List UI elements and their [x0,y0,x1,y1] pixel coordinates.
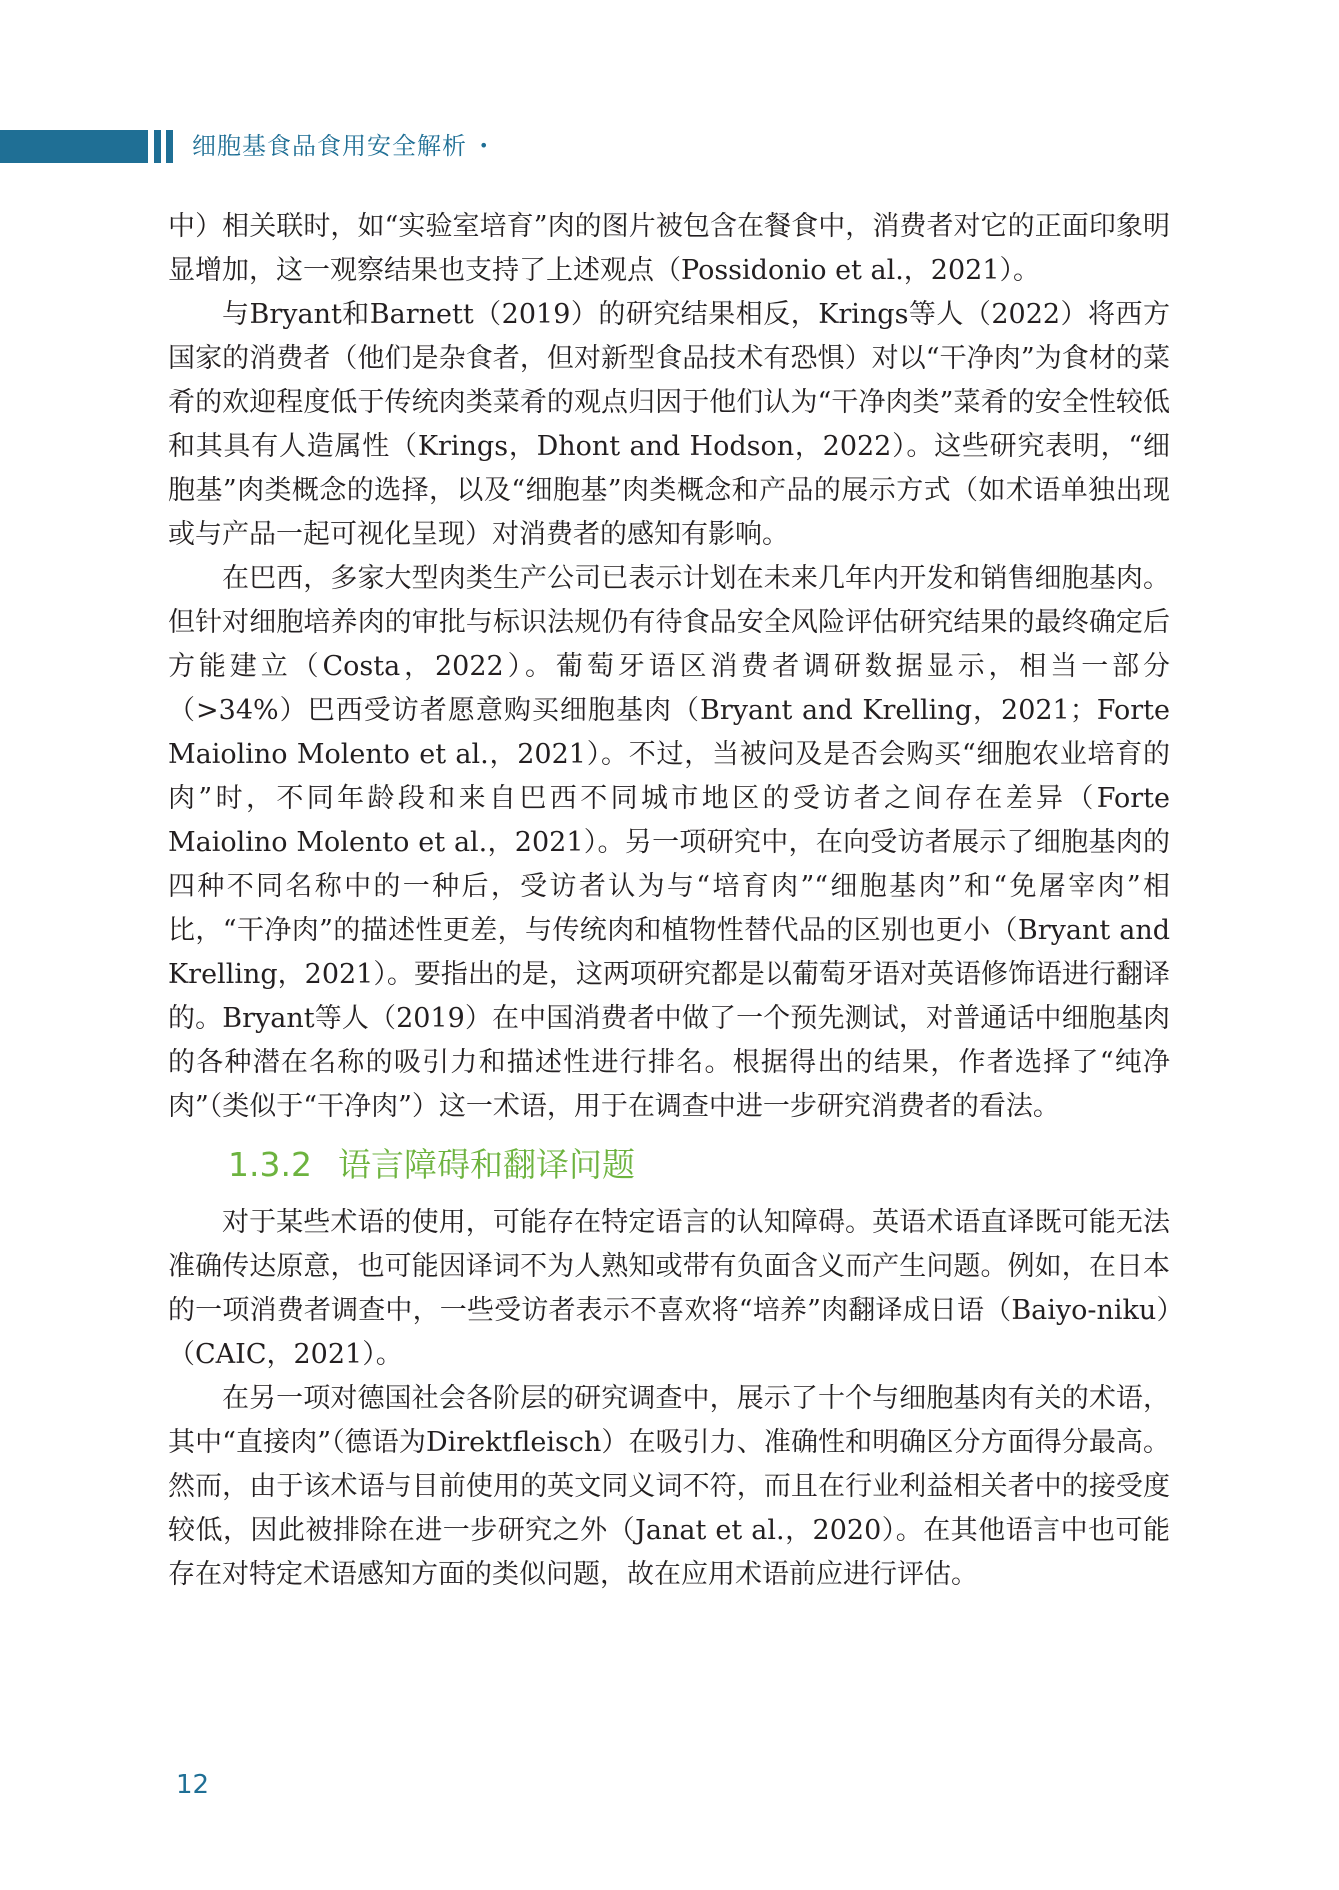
body-paragraph: 在巴西，多家大型肉类生产公司已表示计划在未来几年内开发和销售细胞基肉。但针对细胞培养肉的审批与标识法规仍有待食品安全风险评估研究结果的最终确定后方能建立（Costa，2022）。葡萄牙语区消费者调研数据显示，相当一部分（>34%）巴西受访者愿意购买细胞基肉（Bryant and Krelling，2021；Forte Maiolino Molento et al.，2021）。不过，当被问及是否会购买“细胞农业培育的肉”时，不同年龄段和来自巴西不同城市地区的受访者之间存在差异（Forte Maiolino Molento et al.，2021）。另一项研究中，在向受访者展示了细胞基肉的四种不同名称中的一种后，受访者认为与“培育肉”“细胞基肉”和“免屠宰肉”相比，“干净肉”的描述性更差，与传统肉和植物性替代品的区别也更小（Bryant and Krelling，2021）。要指出的是，这两项研究都是以葡萄牙语对英语修饰语进行翻译的。Bryant等人（2019）在中国消费者中做了一个预先测试，对普通话中细胞基肉的各种潜在名称的吸引力和描述性进行排名。根据得出的结果，作者选择了“纯净肉”（类似于“干净肉”）这一术语，用于在调查中进一步研究消费者的看法。 [168,563,1170,1122]
header-color-bar [0,130,148,163]
body-paragraph: 对于某些术语的使用，可能存在特定语言的认知障碍。英语术语直译既可能无法准确传达原意，也可能因译词不为人熟知或带有负面含义而产生问题。例如，在日本的一项消费者调查中，一些受访者表示不喜欢将“培养”肉翻译成日语（Baiyo-niku）（CAIC，2021）。 [168,1207,1170,1370]
body-paragraph: 与Bryant和Barnett（2019）的研究结果相反，Krings等人（2022）将西方国家的消费者（他们是杂食者，但对新型食品技术有恐惧）对以“干净肉”为食材的菜肴的欢迎程度低于传统肉类菜肴的观点归因于他们认为“干净肉类”菜肴的安全性较低和其具有人造属性（Krings，Dhont and Hodson，2022）。这些研究表明，“细胞基”肉类概念的选择，以及“细胞基”肉类概念和产品的展示方式（如术语单独出现或与产品一起可视化呈现）对消费者的感知有影响。 [168,299,1170,550]
page-body [168,205,1170,1597]
page-number: 12 [176,1770,210,1800]
section-heading [228,1143,1170,1187]
running-header-title [192,132,489,160]
header-title-text: 细胞基食品食用安全解析 [192,132,467,160]
body-paragraph: 在另一项对德国社会各阶层的研究调查中，展示了十个与细胞基肉有关的术语，其中“直接肉”（德语为Direktfleisch）在吸引力、准确性和明确区分方面得分最高。然而，由于该术语与目前使用的英文同义词不符，而且在行业利益相关者中的接受度较低，因此被排除在进一步研究之外（Janat et al.，2020）。在其他语言中也可能存在对特定术语感知方面的类似问题，故在应用术语前应进行评估。 [168,1383,1170,1590]
header-bullet: • [479,136,490,155]
section-title: 语言障碍和翻译问题 [337,1145,635,1184]
header-stripe [166,130,173,163]
section-number: 1.3.2 [228,1145,312,1184]
running-header [0,130,1339,163]
body-paragraph: 中）相关联时，如“实验室培育”肉的图片被包含在餐食中，消费者对它的正面印象明显增加，这一观察结果也支持了上述观点（Possidonio et al.，2021）。 [168,211,1170,286]
header-stripe [154,130,161,163]
